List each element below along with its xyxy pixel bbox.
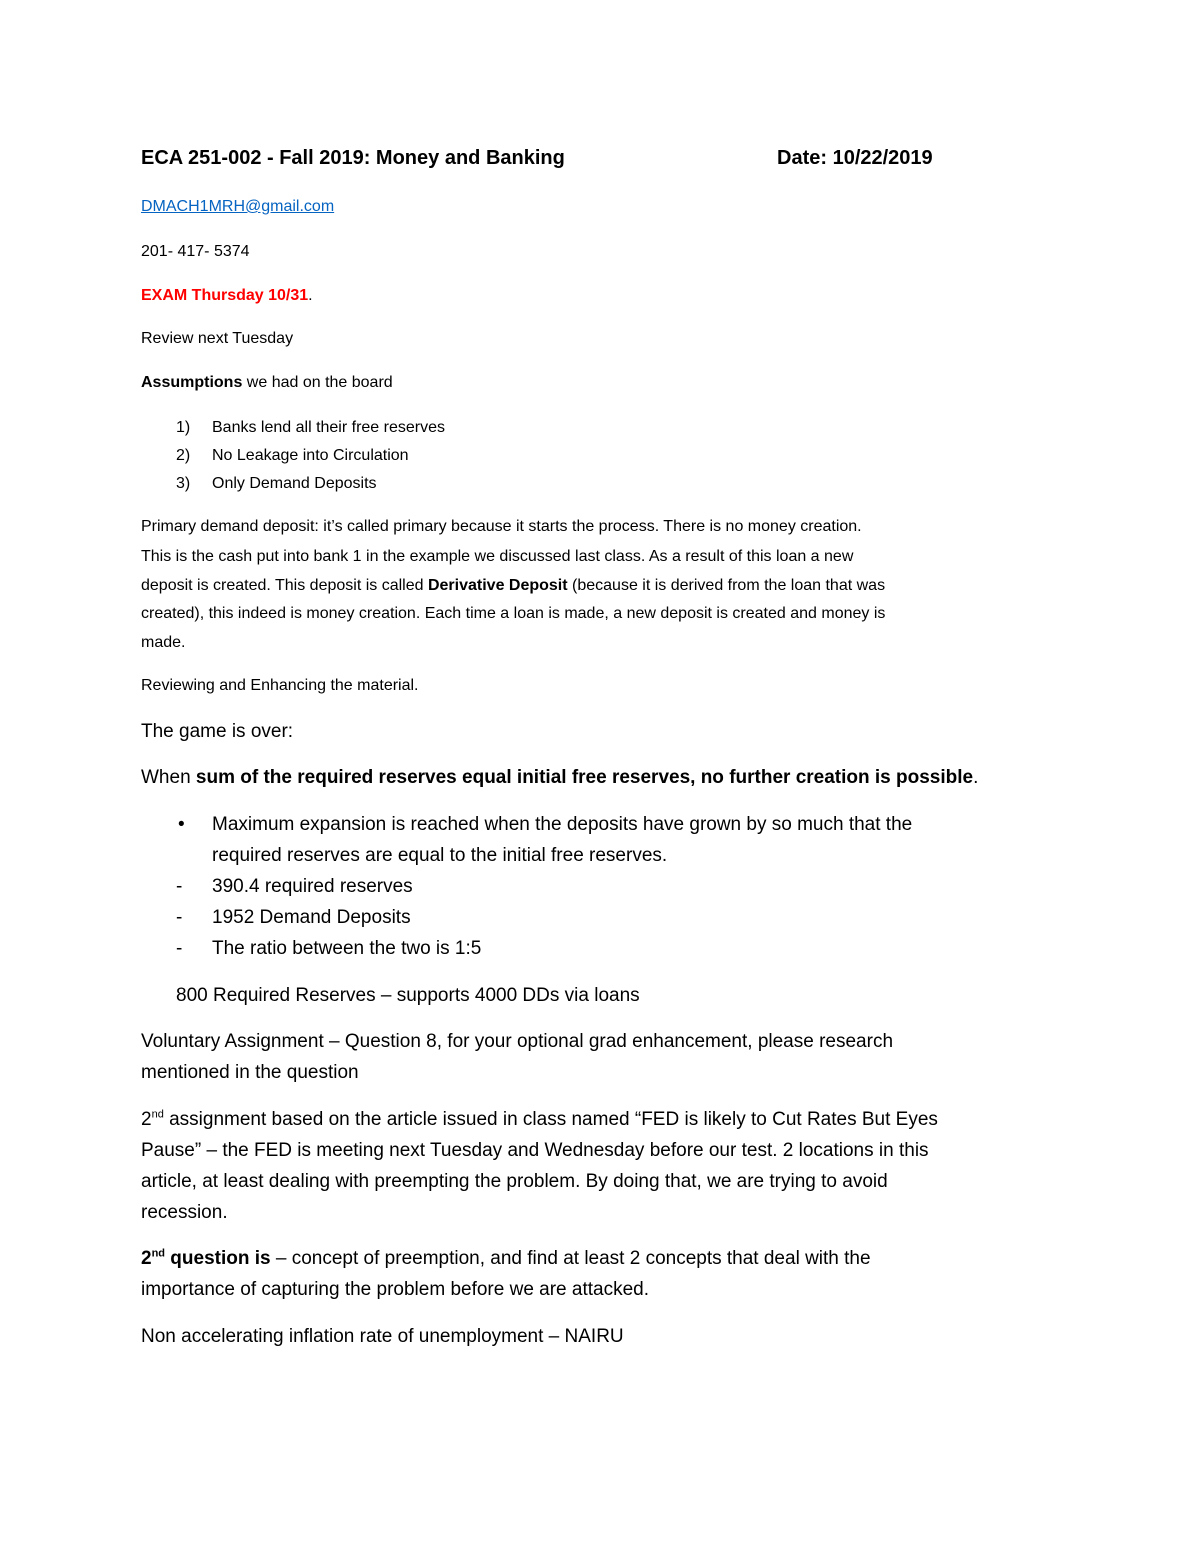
nairu-line: Non accelerating inflation rate of unemployment – NAIRU [141, 1326, 624, 1347]
paragraph-line [141, 1248, 871, 1270]
reviewing-note: Reviewing and Enhancing the material. [141, 677, 419, 694]
dash-item: The ratio between the two is 1:5 [212, 938, 482, 959]
paragraph-line: created), this indeed is money creation. Each time a loan is made, a new deposit is created and money is [141, 605, 886, 622]
exam-notice-text: EXAM Thursday 10/31 [141, 287, 309, 304]
date-label: Date: 10/22/2019 [777, 147, 933, 169]
paragraph-line: made. [141, 634, 186, 651]
dash-icon: - [176, 938, 183, 959]
paragraph-line: This is the cash put into bank 1 in the example we discussed last class. As a result of this loan a new [141, 548, 854, 565]
assumptions-bold: Assumptions [141, 374, 243, 391]
list-item: Only Demand Deposits [212, 475, 377, 492]
dash-item: 1952 Demand Deposits [212, 907, 411, 928]
dash-icon: - [176, 907, 183, 928]
assumptions-rest: we had on the board [242, 374, 393, 391]
ordinal-number: 2 [141, 1248, 152, 1269]
game-over-heading: The game is over: [141, 721, 294, 742]
list-item: No Leakage into Circulation [212, 447, 409, 464]
paragraph-line: importance of capturing the problem before we are attacked. [141, 1279, 650, 1300]
derivative-deposit-term: Derivative Deposit [427, 577, 568, 594]
course-title: ECA 251-002 - Fall 2019: Money and Banking [141, 147, 565, 169]
ordinal-suffix: nd [151, 1247, 166, 1260]
paragraph-text: (because it is derived from the loan that was [567, 577, 886, 594]
list-item-number: 3) [176, 475, 191, 492]
ordinal-number: 2 [141, 1109, 152, 1130]
exam-notice-suffix: . [308, 287, 313, 304]
bullet-text: Maximum expansion is reached when the deposits have grown by so much that the [212, 814, 913, 835]
paragraph-line: Pause” – the FED is meeting next Tuesday and Wednesday before our test. 2 locations in this [141, 1140, 929, 1161]
email-link-row [141, 198, 334, 216]
voluntary-line: Voluntary Assignment – Question 8, for your optional grad enhancement, please research [141, 1031, 894, 1052]
bullet-text: required reserves are equal to the initial free reserves. [212, 845, 668, 866]
paragraph-line: Primary demand deposit: it’s called primary because it starts the process. There is no money creation. [141, 518, 862, 535]
email-link[interactable]: DMACH1MRH@gmail.com [141, 198, 335, 215]
paragraph-text: assignment based on the article issued in class named “FED is likely to Cut Rates But Eyes [163, 1109, 938, 1130]
paragraph-line [141, 1109, 938, 1131]
paragraph-line: recession. [141, 1202, 228, 1223]
list-item-number: 1) [176, 419, 191, 436]
when-lead: When [141, 767, 196, 788]
support-line: 800 Required Reserves – supports 4000 DDs via loans [176, 985, 640, 1006]
dash-item: 390.4 required reserves [212, 876, 413, 897]
exam-notice [141, 287, 313, 305]
voluntary-line: mentioned in the question [141, 1062, 359, 1083]
bullet-icon: • [178, 814, 185, 835]
when-bold: sum of the required reserves equal initial free reserves, no further creation is possible [195, 767, 974, 788]
list-item: Banks lend all their free reserves [212, 419, 445, 436]
paragraph-line: article, at least dealing with preempting the problem. By doing that, we are trying to avoid [141, 1171, 888, 1192]
when-end: . [973, 767, 979, 788]
paragraph-text: – concept of preemption, and find at least 2 concepts that deal with the [270, 1248, 871, 1269]
question-label: question is [165, 1248, 271, 1269]
dash-icon: - [176, 876, 183, 897]
paragraph-text: deposit is created. This deposit is called [141, 577, 428, 594]
list-item-number: 2) [176, 447, 191, 464]
ordinal-suffix: nd [151, 1108, 164, 1121]
paragraph-line [141, 577, 885, 595]
assumptions-heading [141, 374, 393, 392]
phone-number: 201- 417- 5374 [141, 243, 250, 260]
when-sentence [141, 767, 978, 789]
review-note: Review next Tuesday [141, 330, 294, 347]
